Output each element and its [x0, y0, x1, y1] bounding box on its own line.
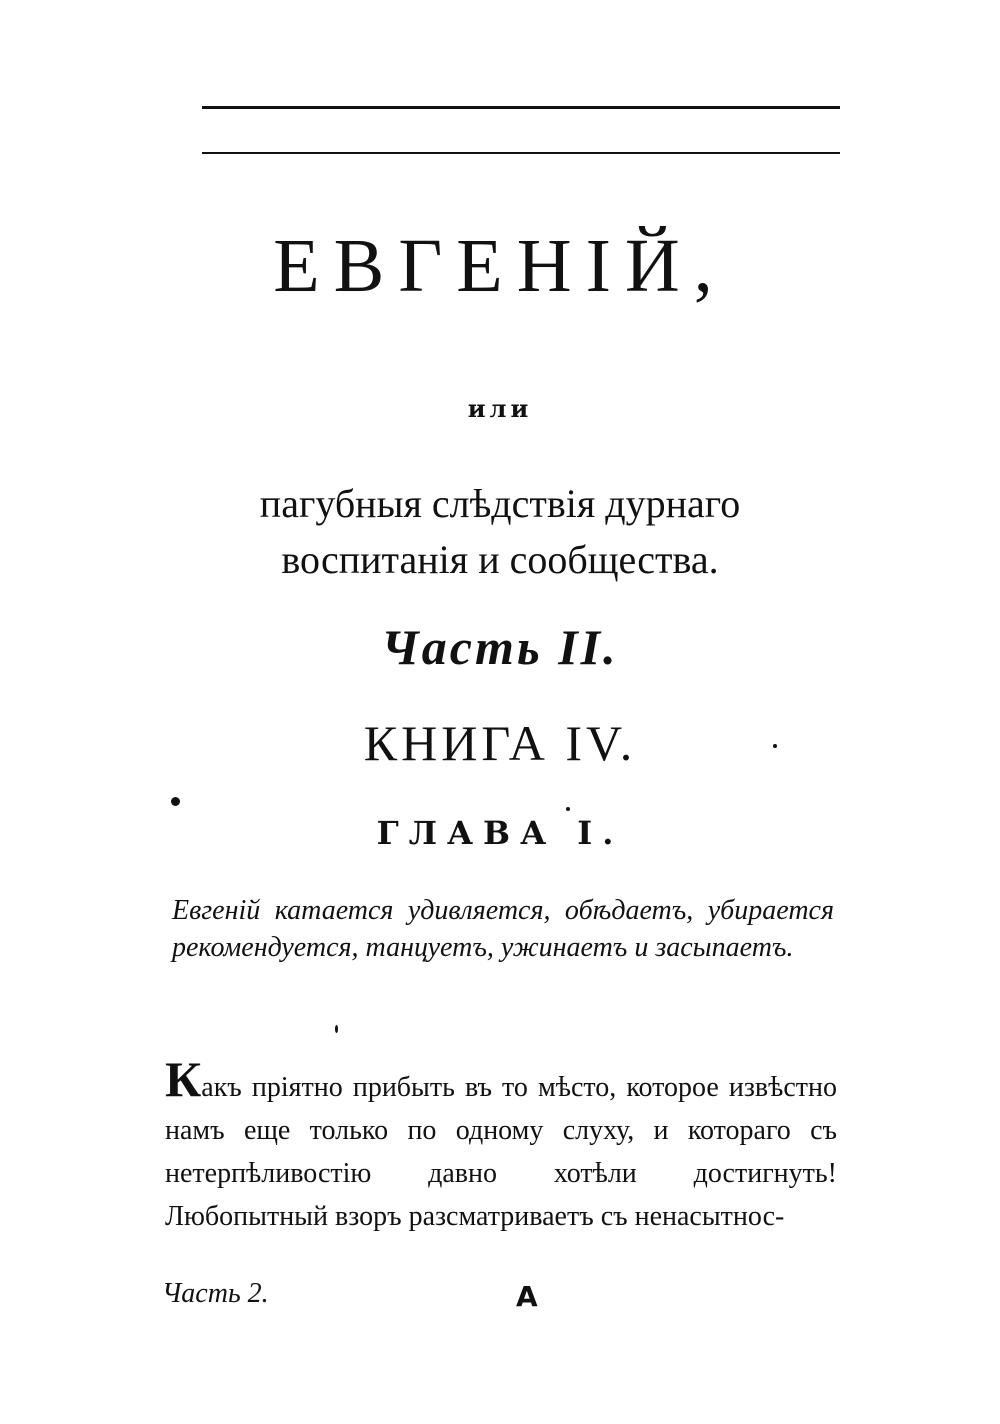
subtitle-line-1: пагубныя слѣдствія дурнаго: [259, 481, 741, 526]
ink-speck: [773, 744, 777, 748]
gathering-letter: А: [516, 1280, 538, 1313]
signature-mark: Часть 2.: [162, 1278, 269, 1309]
subtitle-line-2: воспитанія и сообщества.: [281, 537, 719, 582]
or-connector: или: [467, 394, 533, 423]
subtitle: [150, 476, 850, 588]
ink-speck: [171, 797, 180, 806]
top-double-rule-lower: [202, 152, 840, 154]
chapter-summary: Евгеній катается удивляется, обѣдаетъ, убирается рекомендуется, танцуетъ, ужинаетъ и засыпаетъ.: [172, 895, 834, 963]
ink-speck: [335, 1025, 338, 1033]
drop-cap: К: [165, 1051, 202, 1107]
part-heading: Часть II.: [381, 619, 619, 675]
ink-speck: [566, 807, 570, 811]
chapter-heading: ГЛАВА I.: [376, 814, 624, 852]
book-heading: КНИГА IV.: [363, 715, 637, 771]
top-double-rule-upper: [202, 106, 840, 109]
body-text: акъ пріятно прибыть въ то мѣсто, которое извѣстно намъ еще только по одному слуху, и котораго съ нетерпѣливостію давно хотѣли достигнуть! Любопытный взоръ разсматриваетъ съ ненасытнос-: [165, 1072, 837, 1232]
page-title: ЕВГЕНІЙ,: [273, 224, 727, 308]
body-paragraph: [165, 1051, 837, 1238]
